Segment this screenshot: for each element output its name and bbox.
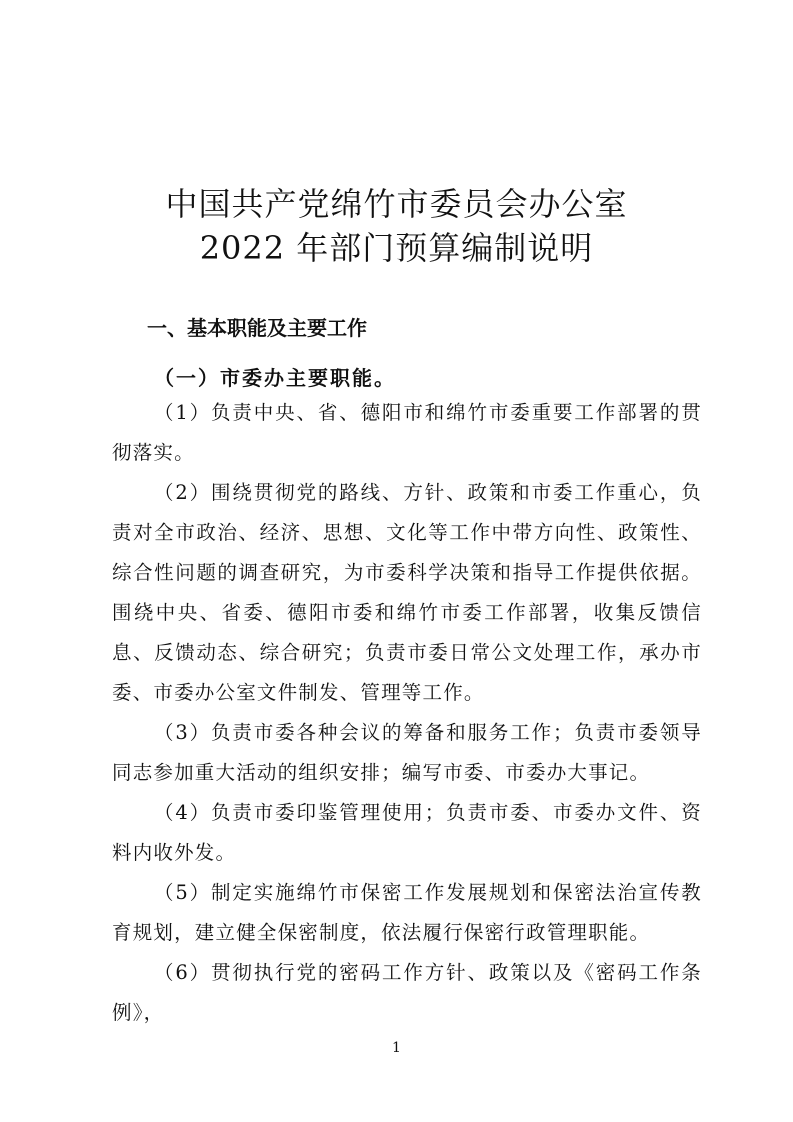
section-heading: 一、基本职能及主要工作 xyxy=(147,316,367,340)
subsection-heading: （一）市委办主要职能。 xyxy=(154,366,396,390)
page-number: 1 xyxy=(392,1040,401,1056)
paragraph-duty-6: （6）贯彻执行党的密码工作方针、政策以及《密码工作条例》， xyxy=(112,961,702,1024)
paragraph-duty-1: （1）负责中央、省、德阳市和绵竹市委重要工作部署的贯彻落实。 xyxy=(112,401,702,464)
paragraph-duty-3: （3）负责市委各种会议的筹备和服务工作；负责市委领导同志参加重大活动的组织安排；编写市委、市委办大事记。 xyxy=(112,721,702,784)
paragraph-duty-5: （5）制定实施绵竹市保密工作发展规划和保密法治宣传教育规划，建立健全保密制度，依法履行保密行政管理职能。 xyxy=(112,881,702,944)
document-title-line2: 2022 年部门预算编制说明 xyxy=(199,229,594,267)
document-title-line1: 中国共产党绵竹市委员会办公室 xyxy=(165,185,628,223)
paragraph-duty-4: （4）负责市委印鉴管理使用；负责市委、市委办文件、资料内收外发。 xyxy=(112,801,702,864)
paragraph-duty-2: （2）围绕贯彻党的路线、方针、政策和市委工作重心，负责对全市政治、经济、思想、文化等工作中带方向性、政策性、综合性问题的调查研究，为市委科学决策和指导工作提供依据。围绕中央、省委、德阳市委和绵竹市委工作部署，收集反馈信息、反馈动态、综合研究；负责市委日常公文处理工作，承办市委、市委办公室文件制发、管理等工作。 xyxy=(112,481,702,704)
